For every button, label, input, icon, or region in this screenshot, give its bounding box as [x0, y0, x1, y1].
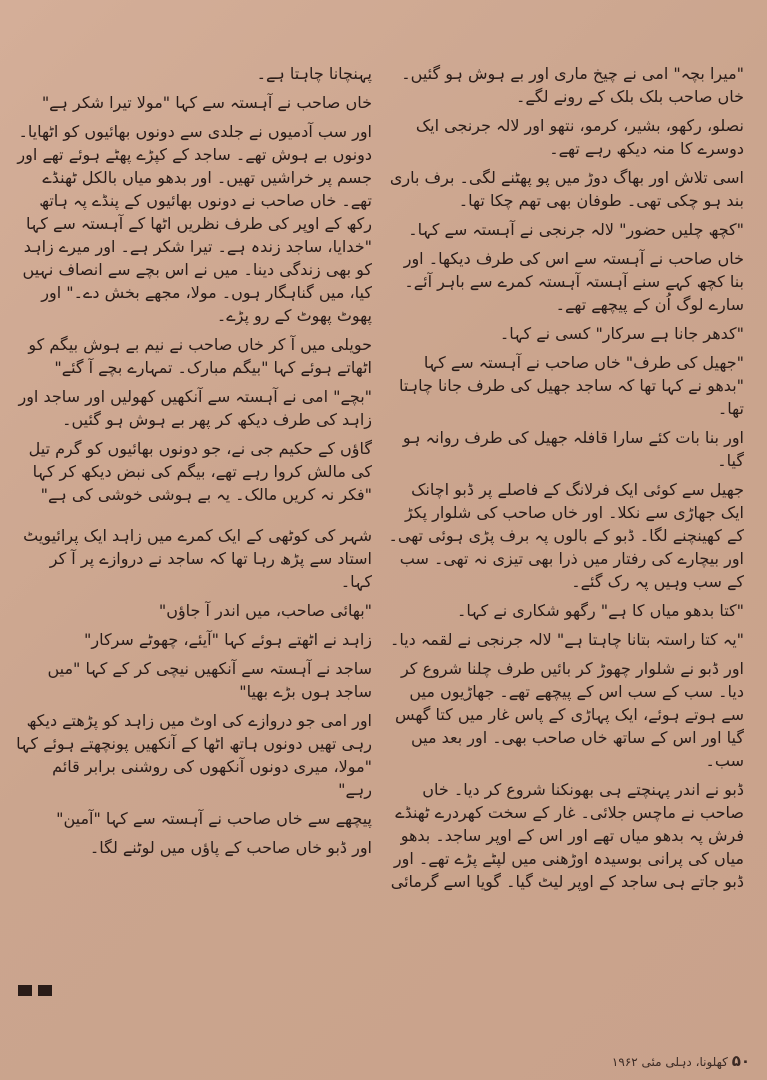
paragraph: خاں صاحب نے آہستہ سے اس کی طرف دیکھا۔ اور بنا کچھ کہے سنے آہستہ آہستہ کمرے سے باہر آئے۔ سارے لوگ اُن کے پیچھے تھے۔ — [403, 249, 744, 314]
page-number: ۵۰ — [731, 1052, 750, 1070]
paragraph: اور امی جو دروازے کی اوٹ میں زاہد کو پڑھتے دیکھ رہی تھیں دونوں ہاتھ اٹھا کے آنکھیں پونچھتے ہوئے کہا "مولا، میری دونوں آنکھوں کی روشنی برابر قائم رہے" — [16, 711, 372, 799]
paragraph: پہنچانا چاہتا ہے۔ — [256, 64, 372, 83]
paragraph: خاں صاحب نے آہستہ سے کہا "مولا تیرا شکر ہے" — [41, 93, 372, 112]
paragraph: اسی تلاش اور بھاگ دوڑ میں پو پھٹنے لگی۔ برف باری بند ہو چکی تھی۔ طوفان بھی تھم چکا تھا۔ — [389, 168, 744, 210]
paragraph: اور بنا بات کئے سارا قافلہ جھیل کی طرف روانہ ہو گیا۔ — [402, 428, 744, 470]
paragraph: ساجد نے آہستہ سے آنکھیں نیچی کر کے کہا "میں ساجد ہوں بڑے بھیا" — [47, 659, 372, 701]
page-footer — [540, 1052, 750, 1070]
paragraph: "بچے" امی نے آہستہ سے آنکھیں کھولیں اور ساجد اور زاہد کی طرف دیکھ کر پھر بے ہوش ہو گئیں۔ — [18, 387, 372, 429]
paragraph: شہر کی کوٹھی کے ایک کمرے میں زاہد ایک پرائیویٹ استاد سے پڑھ رہا تھا کہ ساجد نے دروازے پر آ کر کہا۔ — [23, 526, 372, 591]
paragraph: "میرا بچہ" امی نے چیخ ماری اور بے ہوش ہو گئیں۔ خاں صاحب بلک بلک کے رونے لگے۔ — [401, 64, 744, 106]
magazine-name: کھلونا، دہلی — [665, 1055, 728, 1069]
end-square-icon — [38, 985, 52, 996]
paragraph: "کتا بدھو میاں کا ہے" رگھو شکاری نے کہا۔ — [457, 601, 744, 620]
left-column — [14, 62, 372, 859]
paragraph: "بھائی صاحب، میں اندر آ جاؤں" — [158, 601, 372, 620]
paragraph: گاؤں کے حکیم جی نے، جو دونوں بھائیوں کو گرم تیل کی مالش کروا رہے تھے، بیگم کی نبض دیکھ کر کہا "فکر نہ کریں مالک۔ یہ بے ہوشی خوشی کی ہے" — [28, 439, 372, 504]
issue-date: مئی ۱۹۶۲ — [611, 1055, 662, 1069]
paragraph: "کدھر جانا ہے سرکار" کسی نے کہا۔ — [499, 324, 744, 343]
paragraph: اور سب آدمیوں نے جلدی سے دونوں بھائیوں کو اٹھایا۔ دونوں بے ہوش تھے۔ ساجد کے کپڑے پھٹے ہوئے تھے اور جسم پر خراشیں تھیں۔ اور بدھو میاں بالکل ٹھنڈے تھے۔ خاں صاحب نے دونوں بھائیوں کے پنڈے پہ ہاتھ رکھ کے اوپر کی طرف نظریں اٹھا کے آہستہ سے کہا "خدایا، ساجد زندہ ہے۔ تیرا شکر ہے۔ اور میرے زاہد کو بھی زندگی دینا۔ میں نے اس بچے سے انصاف نہیں کیا، میں گناہگار ہوں۔ مولا، مجھے بخش دے۔" اور پھوٹ پھوٹ کے رو پڑے۔ — [17, 122, 372, 325]
paragraph: زاہد نے اٹھتے ہوئے کہا "آیئے، چھوٹے سرکار" — [84, 630, 372, 649]
paragraph: "یہ کتا راستہ بتانا چاہتا ہے" لالہ جرنجی نے لقمہ دیا۔ — [389, 630, 744, 649]
paragraph: جھیل سے کوئی ایک فرلانگ کے فاصلے پر ڈبو اچانک ایک جھاڑی سے نکلا۔ اور خاں صاحب کی شلوار پکڑ کے کھینچنے لگا۔ ڈبو کے بالوں پہ برف پڑی ہوئی تھی۔ اور بیچارے کی رفتار میں ذرا بھی تیزی نہ تھی۔ سب کے سب وہیں پہ رک گئے۔ — [388, 480, 744, 591]
paragraph: "جھیل کی طرف" خاں صاحب نے آہستہ سے کہا "بدھو نے کہا تھا کہ ساجد جھیل کی طرف جانا چاہتا تھا۔ — [399, 353, 744, 418]
paragraph: پیچھے سے خاں صاحب نے آہستہ سے کہا "آمین" — [56, 809, 372, 828]
end-square-icon — [18, 985, 32, 996]
right-column — [388, 62, 744, 893]
story-end-mark — [18, 985, 52, 996]
section-break — [14, 506, 372, 524]
paragraph: "کچھ چلیں حضور" لالہ جرنجی نے آہستہ سے کہا۔ — [408, 220, 744, 239]
paragraph: نصلو، رکھو، بشیر، کرمو، نتھو اور لالہ جرنجی ایک دوسرے کا منہ دیکھ رہے تھے۔ — [415, 116, 744, 158]
paragraph: ڈبو نے اندر پہنچتے ہی بھونکنا شروع کر دیا۔ خاں صاحب نے ماچس جلائی۔ غار کے سخت کھردرے ٹھنڈے فرش پہ بدھو میاں تھے اور اس کے اوپر ساجد۔ بدھو میاں کی پرانی بوسیدہ اوڑھنی میں لپٹے پڑے تھے۔ اور ڈبو جاتے ہی ساجد کے اوپر لیٹ گیا۔ گویا اسے گرمائی — [390, 780, 744, 891]
paragraph: اور ڈبو خاں صاحب کے پاؤں میں لوٹنے لگا۔ — [89, 838, 372, 857]
paragraph: حویلی میں آ کر خاں صاحب نے نیم بے ہوش بیگم کو اٹھاتے ہوئے کہا "بیگم مبارک۔ تمہارے بچے آ گئے" — [28, 335, 372, 377]
paragraph: اور ڈبو نے شلوار چھوڑ کر بائیں طرف چلنا شروع کر دیا۔ سب کے سب اس کے پیچھے تھے۔ جھاڑیوں میں سے ہوتے ہوئے، ایک پہاڑی کے پاس غار میں کتا گھس گیا اور اس کے ساتھ خاں صاحب بھی۔ اور بعد میں سب۔ — [394, 659, 744, 770]
